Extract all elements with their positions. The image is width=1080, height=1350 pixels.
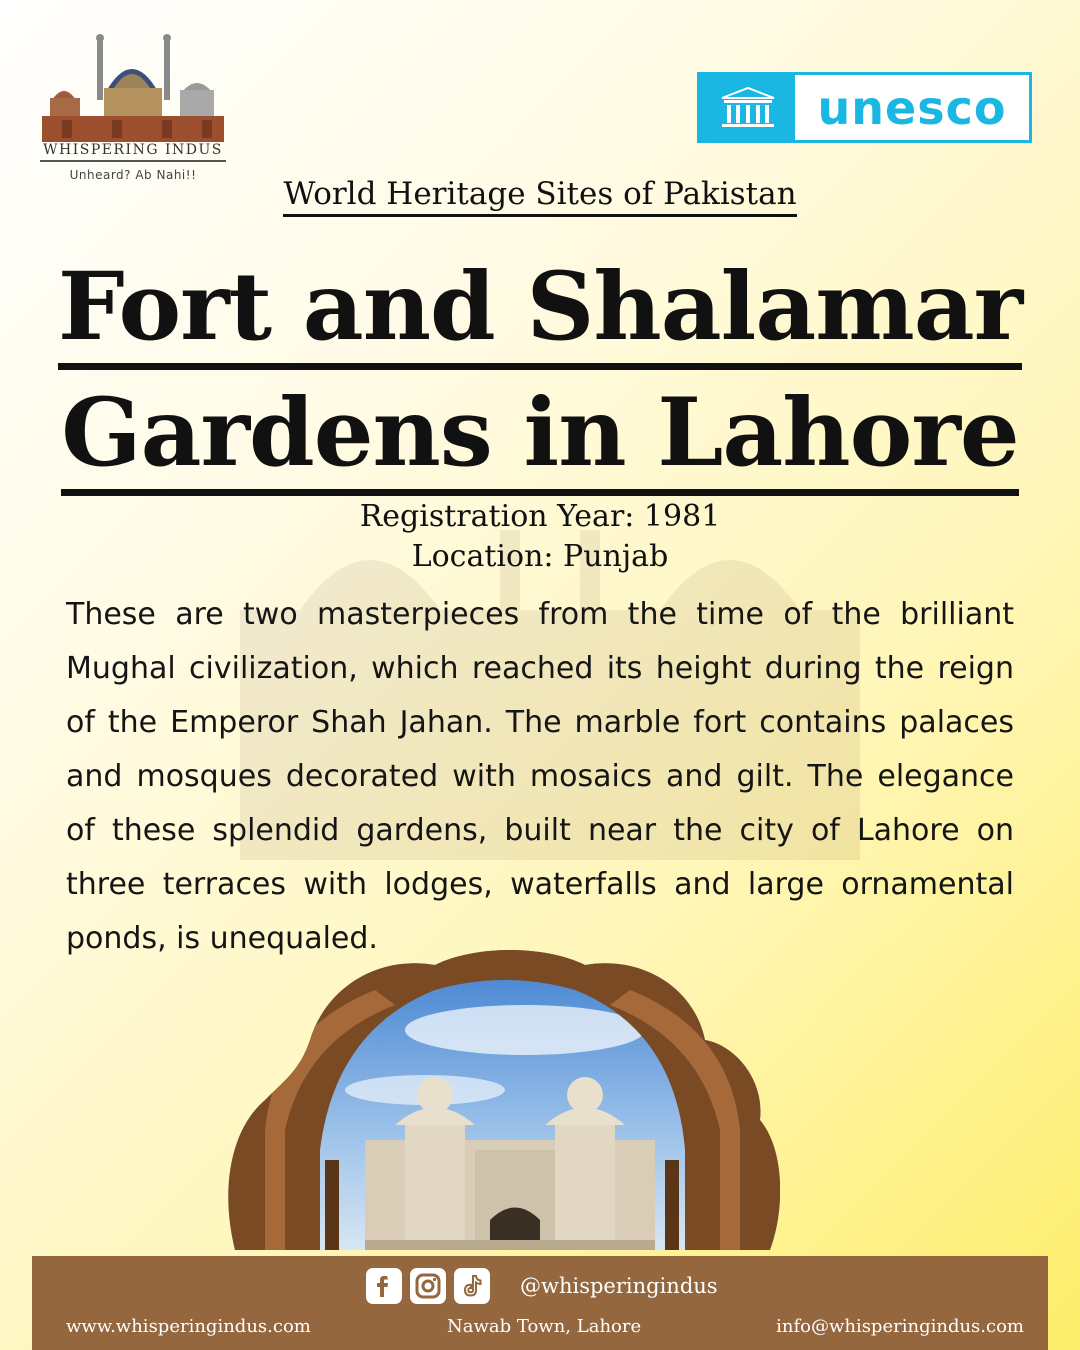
address: Nawab Town, Lahore <box>447 1316 642 1337</box>
site-meta <box>0 497 1080 577</box>
logo-name: WHISPERING INDUS <box>40 142 226 162</box>
unesco-temple-icon <box>700 75 795 140</box>
registration-year: Registration Year: 1981 <box>359 499 721 534</box>
page-title <box>40 244 1040 496</box>
site-description: These are two masterpieces from the time of the brilliant Mughal civilization, which reached its height during the reign of the Emperor Shah Jahan. The marble fort contains palaces and mosques decorated with mosaics and gilt. The elegance of these splendid gardens, built near the city of Lahore on three terraces with lodges, waterfalls and large ornamental ponds, is unequaled. <box>66 597 1014 956</box>
section-subtitle <box>0 176 1080 217</box>
email-link[interactable]: info@whisperingindus.com <box>776 1316 1024 1337</box>
title-line-1: Fort and Shalamar <box>58 251 1022 370</box>
instagram-icon[interactable] <box>410 1268 446 1304</box>
location: Location: Punjab <box>411 539 669 574</box>
heritage-skyline-icon <box>42 30 224 142</box>
whispering-indus-logo <box>40 30 230 190</box>
subtitle-text: World Heritage Sites of Pakistan <box>283 176 796 217</box>
lahore-fort-photo <box>225 950 780 1260</box>
logo-tagline: Unheard? Ab Nahi!! <box>69 168 197 182</box>
facebook-icon[interactable] <box>366 1268 402 1304</box>
unesco-badge <box>697 72 1032 143</box>
title-line-2: Gardens in Lahore <box>61 377 1018 496</box>
website-link[interactable]: www.whisperingindus.com <box>66 1316 311 1337</box>
tiktok-icon[interactable] <box>454 1268 490 1304</box>
footer <box>32 1256 1048 1350</box>
unesco-label: unesco <box>817 80 1007 135</box>
social-handle[interactable]: @whisperingindus <box>520 1274 718 1298</box>
social-links <box>366 1268 718 1304</box>
